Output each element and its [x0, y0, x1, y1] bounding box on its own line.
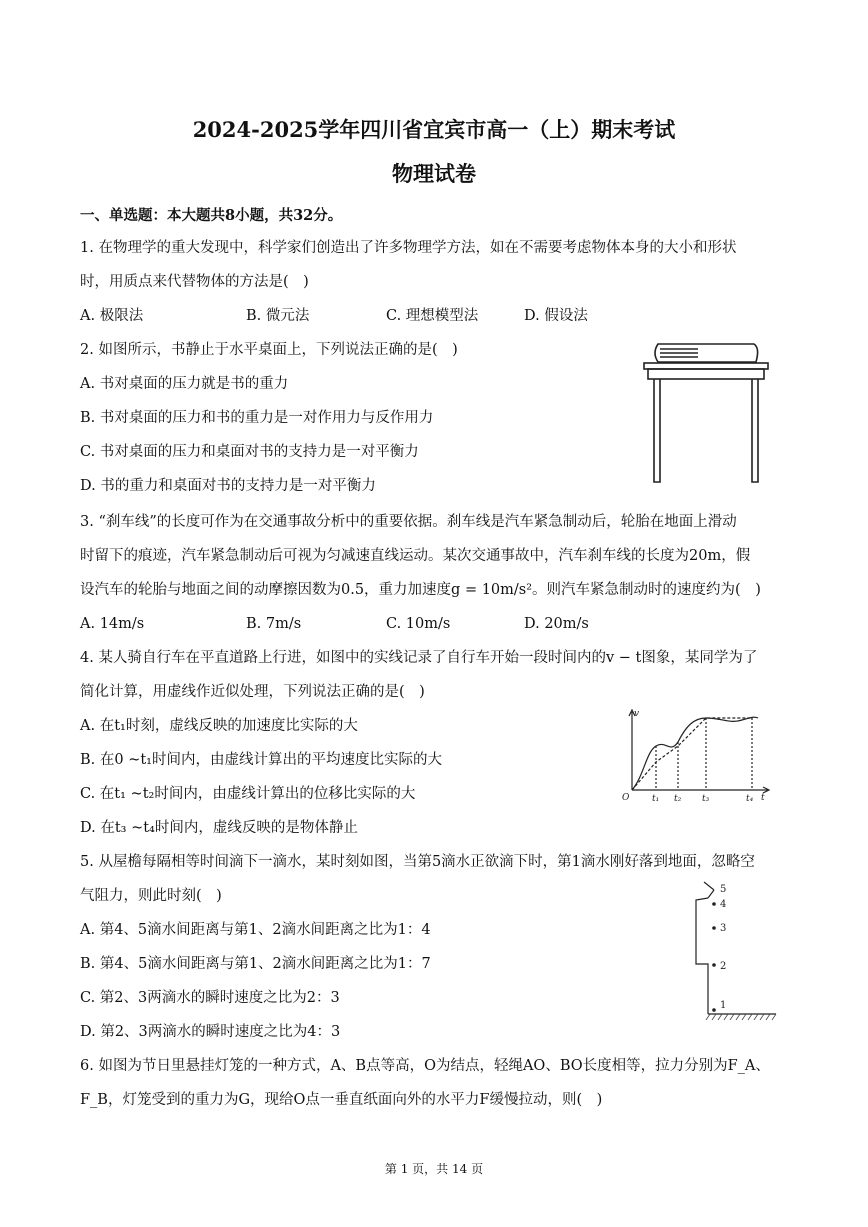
q1-option-c: C. 理想模型法 — [386, 308, 479, 324]
q5-line1: 5. 从屋檐每隔相等时间滴下一滴水，某时刻如图，当第5滴水正欲滴下时，第1滴水刚好落到地面，忽略空 — [80, 854, 755, 870]
q3-line1: 3. “刹车线”的长度可作为在交通事故分析中的重要依据。刹车线是汽车紧急制动后，轮胎在地面上滑动 — [80, 514, 737, 530]
q3-option-c: C. 10m/s — [386, 616, 451, 632]
q4-option-a: A. 在t₁时刻，虚线反映的加速度比实际的大 — [80, 718, 358, 734]
q3-option-d: D. 20m/s — [524, 616, 589, 632]
water-drops-figure — [686, 876, 780, 1026]
q2-option-a: A. 书对桌面的压力就是书的重力 — [80, 376, 289, 392]
q4-line1: 4. 某人骑自行车在平直道路上行进，如图中的实线记录了自行车开始一段时间内的v − t图象，某同学为了 — [80, 650, 758, 666]
q6-line1: 6. 如图为节日里悬挂灯笼的一种方式，A、B点等高，O为结点，轻绳AO、BO长度相等，拉力分别为F_A、 — [80, 1058, 770, 1074]
page-subtitle: 物理试卷 — [392, 161, 476, 186]
q1-option-d: D. 假设法 — [524, 308, 588, 324]
tick-label-t3: t₃ — [702, 794, 710, 804]
q2-option-d: D. 书的重力和桌面对书的支持力是一对平衡力 — [80, 478, 376, 494]
drop-label-1: 1 — [720, 1000, 727, 1011]
q4-option-d: D. 在t₃ ~t₄时间内，虚线反映的是物体静止 — [80, 820, 358, 836]
q5-option-a: A. 第4、5滴水间距离与第1、2滴水间距离之比为1：4 — [80, 922, 431, 938]
q2-option-c: C. 书对桌面的压力和桌面对书的支持力是一对平衡力 — [80, 444, 419, 460]
q1-line1: 1. 在物理学的重大发现中，科学家们创造出了许多物理学方法，如在不需要考虑物体本身的大小和形状 — [80, 240, 737, 256]
q5-option-c: C. 第2、3两滴水的瞬时速度之比为2：3 — [80, 990, 340, 1006]
q5-option-b: B. 第4、5滴水间距离与第1、2滴水间距离之比为1：7 — [80, 956, 431, 972]
q1-line2: 时，用质点来代替物体的方法是( ) — [80, 274, 309, 290]
tick-label-t2: t₂ — [674, 794, 682, 804]
drop-label-3: 3 — [720, 923, 727, 934]
axis-origin-label: O — [622, 793, 630, 803]
tick-label-t1: t₁ — [652, 794, 660, 804]
tick-label-t4: t₄ — [746, 794, 754, 804]
drop-label-5: 5 — [720, 884, 727, 895]
page-footer: 第 1 页，共 14 页 — [384, 1162, 484, 1176]
q1-option-a: A. 极限法 — [80, 308, 144, 324]
q3-line2: 时留下的痕迹，汽车紧急制动后可视为匀减速直线运动。某次交通事故中，汽车刹车线的长度为20m，假 — [80, 548, 751, 564]
q4-option-b: B. 在0 ~t₁时间内，由虚线计算出的平均速度比实际的大 — [80, 752, 442, 768]
drop-label-2: 2 — [720, 961, 727, 972]
q3-option-a: A. 14m/s — [80, 616, 145, 632]
q1-option-b: B. 微元法 — [246, 308, 310, 324]
q4-option-c: C. 在t₁ ~t₂时间内，由虚线计算出的位移比实际的大 — [80, 786, 416, 802]
q2-option-b: B. 书对桌面的压力和书的重力是一对作用力与反作用力 — [80, 410, 434, 426]
q5-line2: 气阻力，则此时刻( ) — [80, 888, 222, 904]
q2-line1: 2. 如图所示，书静止于水平桌面上，下列说法正确的是( ) — [80, 342, 458, 358]
q4-line2: 简化计算，用虚线作近似处理，下列说法正确的是( ) — [80, 684, 425, 700]
q6-line2: F_B，灯笼受到的重力为G，现给O点一垂直纸面向外的水平力F缓慢拉动，则( ) — [80, 1092, 603, 1108]
axis-label-v: v — [634, 709, 640, 719]
q3-option-b: B. 7m/s — [246, 616, 302, 632]
q3-line3: 设汽车的轮胎与地面之间的动摩擦因数为0.5，重力加速度g = 10m/s²。则汽车紧急制动时的速度约为( ) — [80, 582, 761, 598]
page-title: 2024-2025学年四川省宜宾市高一（上）期末考试 — [192, 117, 676, 142]
book-on-table-figure — [636, 336, 776, 486]
velocity-time-graph — [618, 706, 774, 806]
axis-label-t: t — [761, 793, 765, 803]
q5-option-d: D. 第2、3两滴水的瞬时速度之比为4：3 — [80, 1024, 341, 1040]
section-heading: 一、单选题：本大题共8小题，共32分。 — [80, 207, 343, 224]
drop-label-4: 4 — [720, 899, 727, 910]
